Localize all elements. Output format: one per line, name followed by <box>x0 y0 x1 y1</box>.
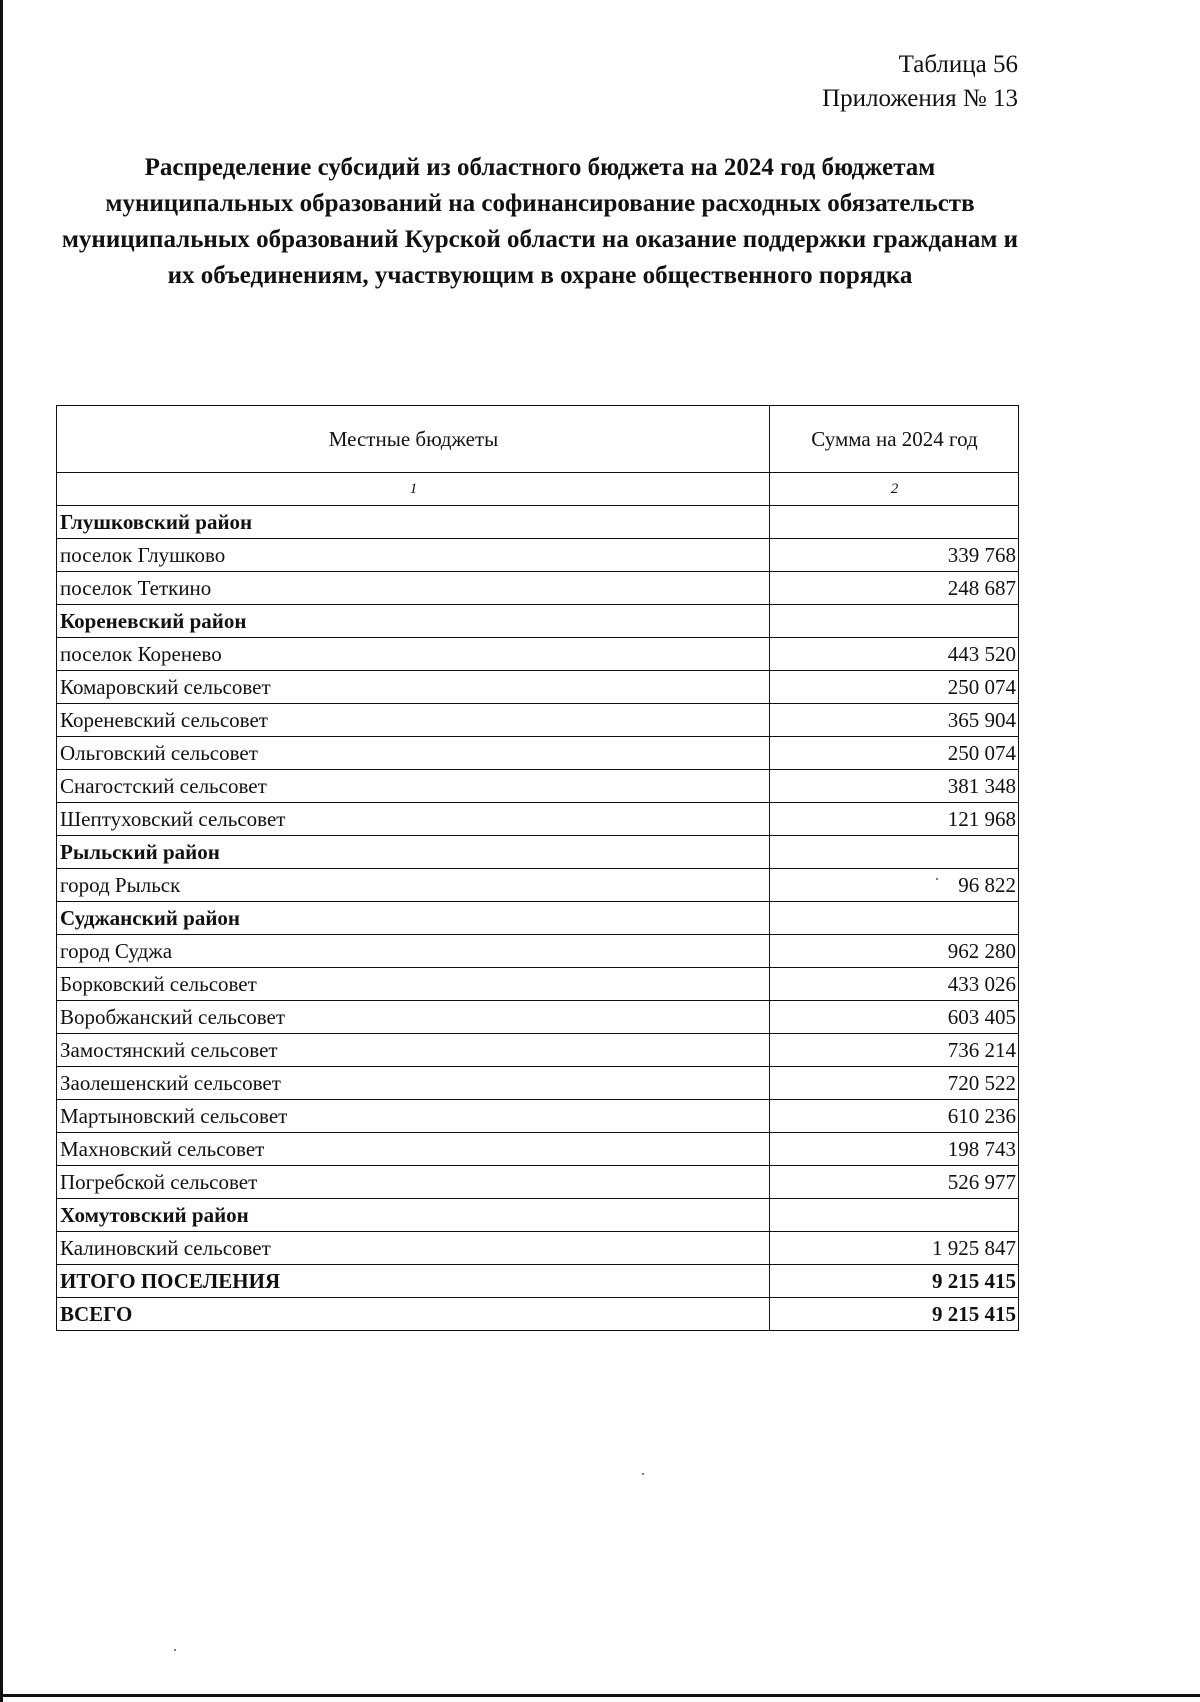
amount-cell: 736 214 <box>770 1034 1019 1067</box>
municipality-name: Замостянский сельсовет <box>57 1034 770 1067</box>
table-row <box>57 968 1019 1001</box>
scan-bottom-edge <box>0 1694 1200 1697</box>
amount-cell <box>770 836 1019 869</box>
amount-cell: 1 925 847 <box>770 1232 1019 1265</box>
table-number: Таблица 56 <box>898 51 1018 78</box>
amount-cell: 610 236 <box>770 1100 1019 1133</box>
table-row <box>57 1067 1019 1100</box>
subsidy-table <box>56 405 1019 1331</box>
amount-cell: 443 520 <box>770 638 1019 671</box>
scan-left-edge <box>0 0 3 1702</box>
document-title: Распределение субсидий из областного бюджета на 2024 год бюджетам муниципальных образований на софинансирование расходных обязательств муниципальных образований Курской области на оказание поддержки гражданам и их объединениям, участвующим в охране общественного порядка <box>61 154 1019 289</box>
district-row <box>57 836 1019 869</box>
amount-cell: 198 743 <box>770 1133 1019 1166</box>
table-row <box>57 572 1019 605</box>
total-row <box>57 1265 1019 1298</box>
column-number: 2 <box>770 473 1019 506</box>
municipality-name: Ольговский сельсовет <box>57 737 770 770</box>
municipality-name: Кореневский сельсовет <box>57 704 770 737</box>
table-row <box>57 1133 1019 1166</box>
table-row <box>57 1001 1019 1034</box>
municipality-name: Мартыновский сельсовет <box>57 1100 770 1133</box>
municipality-name: Комаровский сельсовет <box>57 671 770 704</box>
district-name: Суджанский район <box>57 902 770 935</box>
table-row <box>57 704 1019 737</box>
district-name: Хомутовский район <box>57 1199 770 1232</box>
table-row <box>57 638 1019 671</box>
municipality-name: поселок Глушково <box>57 539 770 572</box>
amount-cell: 248 687 <box>770 572 1019 605</box>
amount-cell: 433 026 <box>770 968 1019 1001</box>
district-row <box>57 902 1019 935</box>
district-name: Глушковский район <box>57 506 770 539</box>
amount-cell: 339 768 <box>770 539 1019 572</box>
municipality-name: город Суджа <box>57 935 770 968</box>
table-row <box>57 770 1019 803</box>
amount-cell: 603 405 <box>770 1001 1019 1034</box>
table-reference <box>822 48 1018 116</box>
column-number-row <box>57 473 1019 506</box>
total-amount: 9 215 415 <box>770 1298 1019 1331</box>
municipality-name: Воробжанский сельсовет <box>57 1001 770 1034</box>
table-row <box>57 671 1019 704</box>
table-row <box>57 803 1019 836</box>
municipality-name: Калиновский сельсовет <box>57 1232 770 1265</box>
table-row <box>57 869 1019 902</box>
municipality-name: поселок Теткино <box>57 572 770 605</box>
municipality-name: Борковский сельсовет <box>57 968 770 1001</box>
municipality-name: Заолешенский сельсовет <box>57 1067 770 1100</box>
municipality-name: Погребской сельсовет <box>57 1166 770 1199</box>
amount-cell: 250 074 <box>770 737 1019 770</box>
district-row <box>57 1199 1019 1232</box>
scan-speck <box>174 1649 176 1651</box>
amount-cell: 96 822 <box>770 869 1019 902</box>
district-name: Рыльский район <box>57 836 770 869</box>
table-row <box>57 1166 1019 1199</box>
table-row <box>57 935 1019 968</box>
total-label: ИТОГО ПОСЕЛЕНИЯ <box>57 1265 770 1298</box>
amount-cell <box>770 902 1019 935</box>
column-header-budgets: Местные бюджеты <box>57 406 770 473</box>
amount-cell: 381 348 <box>770 770 1019 803</box>
table-row <box>57 1100 1019 1133</box>
amount-cell: 720 522 <box>770 1067 1019 1100</box>
table-body <box>57 473 1019 1331</box>
district-row <box>57 506 1019 539</box>
municipality-name: Снагостский сельсовет <box>57 770 770 803</box>
district-row <box>57 605 1019 638</box>
amount-cell <box>770 605 1019 638</box>
amount-cell: 121 968 <box>770 803 1019 836</box>
municipality-name: город Рыльск <box>57 869 770 902</box>
municipality-name: поселок Коренево <box>57 638 770 671</box>
municipality-name: Шептуховский сельсовет <box>57 803 770 836</box>
municipality-name: Махновский сельсовет <box>57 1133 770 1166</box>
total-label: ВСЕГО <box>57 1298 770 1331</box>
table-row <box>57 1232 1019 1265</box>
table-header-row <box>57 406 1019 473</box>
amount-cell: 365 904 <box>770 704 1019 737</box>
amount-cell <box>770 1199 1019 1232</box>
amount-cell: 526 977 <box>770 1166 1019 1199</box>
total-row <box>57 1298 1019 1331</box>
appendix-number: Приложения № 13 <box>822 85 1018 112</box>
amount-cell: 962 280 <box>770 935 1019 968</box>
amount-cell <box>770 506 1019 539</box>
table-row <box>57 737 1019 770</box>
column-header-amount: Сумма на 2024 год <box>770 406 1019 473</box>
total-amount: 9 215 415 <box>770 1265 1019 1298</box>
table-row <box>57 539 1019 572</box>
amount-cell: 250 074 <box>770 671 1019 704</box>
district-name: Кореневский район <box>57 605 770 638</box>
column-number: 1 <box>57 473 770 506</box>
scan-speck <box>642 1473 644 1475</box>
table-row <box>57 1034 1019 1067</box>
